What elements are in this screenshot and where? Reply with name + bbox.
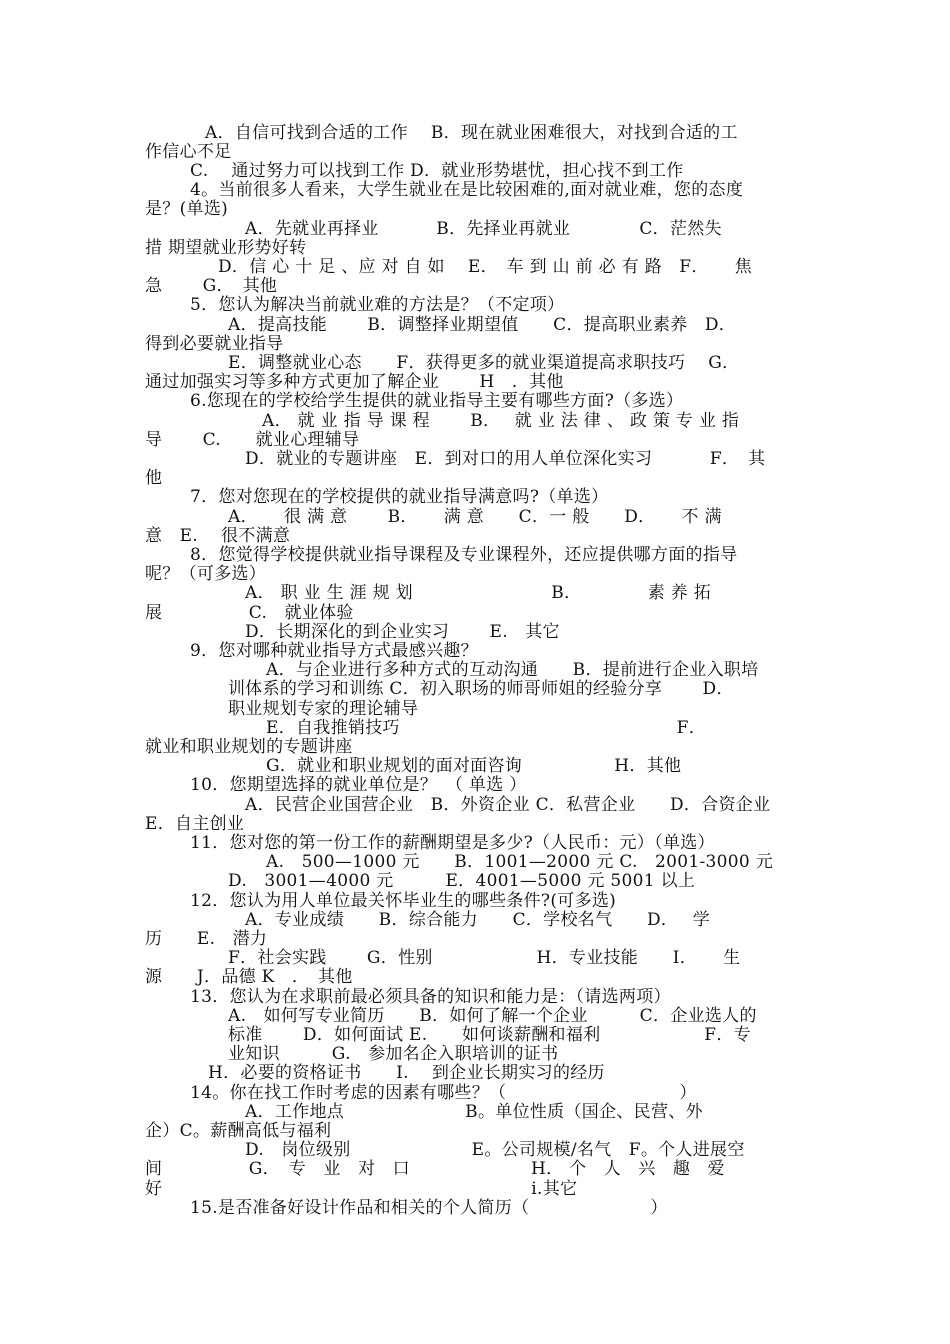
text-line: D. 岗位级别 E。公司规模/名气 F。个人进展空	[245, 1140, 745, 1160]
text-line: 企）C。薪酬高低与福利	[145, 1121, 332, 1141]
text-line: 业知识 G. 参加名企入职培训的证书	[228, 1044, 559, 1064]
text-line: 导 C. 就业心理辅导	[145, 430, 360, 450]
text-line: 他	[145, 468, 163, 488]
text-line: 源 J．品德 K ． 其他	[145, 967, 353, 987]
text-line: 急 G． 其他	[145, 276, 278, 296]
text-line: 9．您对哪种就业指导方式最感兴趣？	[190, 641, 478, 661]
text-line: A．与企业进行多种方式的互动沟通 B．提前进行企业入职培	[266, 660, 759, 680]
text-line: A．自信可找到合适的工作 B．现在就业困难很大，对找到合适的工	[205, 123, 738, 143]
text-line: H．必要的资格证书 I. 到企业长期实习的经历	[208, 1063, 605, 1083]
text-line: 标准 D．如何面试 E. 如何谈薪酬和福利 F．专	[228, 1025, 751, 1045]
text-line: A．先就业再择业 B．先择业再就业 C．茫然失	[245, 219, 722, 239]
text-line: D．长期深化的到企业实习 E. 其它	[245, 622, 560, 642]
text-line: 是？(单选)	[145, 199, 229, 219]
text-line: 6.您现在的学校给学生提供的就业指导主要有哪些方面?（多选）	[190, 391, 684, 411]
text-line: 5．您认为解决当前就业难的方法是？（不定项）	[190, 295, 565, 315]
text-line: 就业和职业规划的专题讲座	[145, 737, 353, 757]
text-line: G．就业和职业规划的面对面咨询 H．其他	[266, 756, 682, 776]
text-line: 通过加强实习等多种方式更加了解企业 H ．其他	[145, 372, 564, 392]
text-line: A. 如何写专业简历 B．如何了解一个企业 C．企业选人的	[228, 1006, 757, 1026]
text-line: 12．您认为用人单位最关怀毕业生的哪些条件?(可多选)	[190, 891, 617, 911]
text-line: 8．您觉得学校提供就业指导课程及专业课程外，还应提供哪方面的指导	[190, 545, 738, 565]
text-line: D. 3001—4000 元 E．4001—5000 元 5001 以上	[228, 871, 696, 891]
text-line: 7．您对您现在的学校提供的就业指导满意吗?（单选）	[190, 487, 609, 507]
text-line: A． 职 业 生 涯 规 划 B． 素 养 拓	[245, 583, 712, 603]
text-line: 15.是否准备好设计作品和相关的个人简历（ ）	[190, 1198, 668, 1218]
text-line: 14。你在找工作时考虑的因素有哪些？（ ）	[190, 1083, 697, 1103]
text-line: E．自主创业	[145, 814, 245, 834]
text-line: A．民营企业国营企业 B．外资企业 C．私营企业 D．合资企业	[245, 795, 771, 815]
text-line: C. 通过努力可以找到工作 D．就业形势堪忧，担心找不到工作	[190, 161, 684, 181]
text-line: A. 500—1000 元 B．1001—2000 元 C. 2001-3000 元	[266, 852, 774, 872]
text-line: A． 就 业 指 导 课 程 B． 就 业 法 律 、 政 策 专 业 指	[262, 411, 740, 431]
text-line: A．提高技能 B．调整择业期望值 C．提高职业素养 D．	[228, 315, 737, 335]
text-line: 好 i.其它	[145, 1179, 578, 1199]
text-line: F．社会实践 G．性别 H．专业技能 I． 生	[228, 948, 741, 968]
text-line: 10．您期望选择的就业单位是？ （ 单选 ）	[190, 775, 527, 795]
text-line: A．工作地点 B。单位性质（国企、民营、外	[245, 1102, 703, 1122]
text-line: 职业规划专家的理论辅导	[228, 699, 419, 719]
text-line: 得到必要就业指导	[145, 334, 284, 354]
text-line: 意 E. 很不满意	[145, 526, 291, 546]
text-line: E．自我推销技巧 F．	[266, 718, 707, 738]
text-line: A．专业成绩 B．综合能力 C．学校名气 D． 学	[245, 910, 711, 930]
text-line: 作信心不足	[145, 142, 232, 162]
text-line: 历 E. 潜力	[145, 929, 268, 949]
text-line: E．调整就业心态 F．获得更多的就业渠道提高求职技巧 G．	[228, 353, 740, 373]
text-line: 4。当前很多人看来，大学生就业在是比较困难的,面对就业难，您的态度	[190, 180, 744, 200]
text-line: 呢？（可多选）	[145, 564, 267, 584]
text-line: 展 C. 就业体验	[145, 603, 354, 623]
text-line: 措 期望就业形势好转	[145, 238, 307, 258]
text-line: A． 很 满 意 B． 满 意 C．一 般 D． 不 满	[228, 507, 722, 527]
text-line: D．就业的专题讲座 E．到对口的用人单位深化实习 F． 其	[245, 449, 766, 469]
text-line: 间 G． 专 业 对 口 H． 个 人 兴 趣 爱	[145, 1159, 725, 1179]
text-line: 13．您认为在求职前最必须具备的知识和能力是：（请选两项）	[190, 987, 671, 1007]
text-line: 训体系的学习和训练 C．初入职场的师哥师姐的经验分享 D．	[228, 679, 734, 699]
text-line: 11．您对您的第一份工作的薪酬期望是多少?（人民币：元）（单选）	[190, 833, 715, 853]
text-line: D．信 心 十 足 、应 对 自 如 E． 车 到 山 前 必 有 路 F． 焦	[218, 257, 753, 277]
